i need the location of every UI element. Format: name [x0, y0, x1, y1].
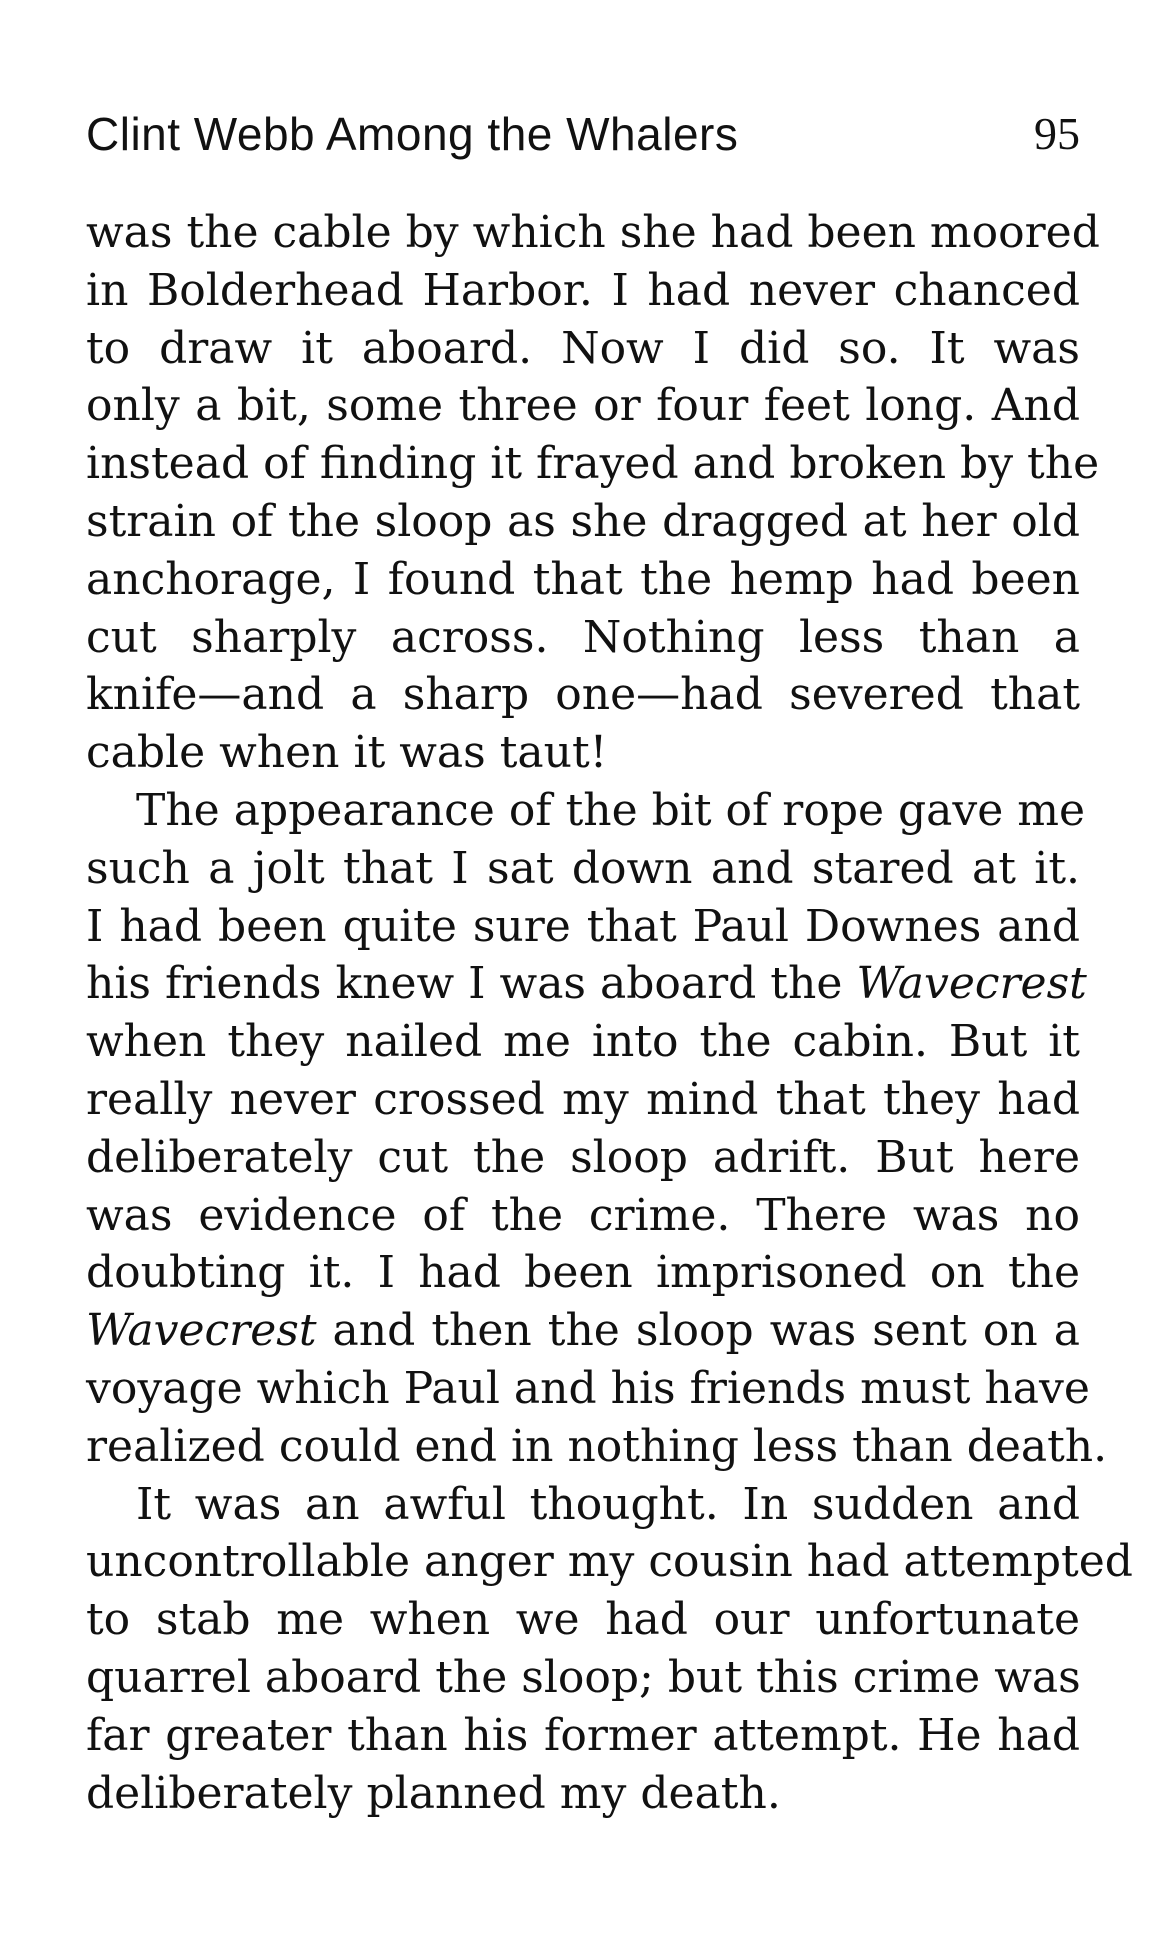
text-line: I had been quite sure that Paul Downes and: [86, 900, 1080, 952]
text-line: instead of finding it frayed and broken by the: [86, 438, 1100, 490]
text-line: uncontrollable anger my cousin had attempted: [86, 1536, 1133, 1588]
ship-name-italic: Wavecrest: [856, 958, 1087, 1010]
body-text: [86, 204, 1133, 1822]
text-line: to draw it aboard. Now I did so. It was: [86, 322, 1080, 374]
text-line: [86, 955, 1087, 1013]
text-line: realized could end in nothing less than death.: [86, 1420, 1108, 1472]
page-number: 95: [1034, 108, 1080, 159]
text-line: to stab me when we had our unfortunate: [86, 1594, 1080, 1646]
text-line: cut sharply across. Nothing less than a: [86, 611, 1080, 663]
text-line: The appearance of the bit of rope gave me: [136, 784, 1086, 836]
text-line: doubting it. I had been imprisoned on the: [86, 1247, 1080, 1299]
running-title: Clint Webb Among the Whalers: [86, 108, 739, 160]
text-line: voyage which Paul and his friends must have: [86, 1362, 1090, 1414]
text-line: such a jolt that I sat down and stared at it.: [86, 842, 1080, 894]
paragraph-3: [86, 1476, 1133, 1823]
text-line: quarrel aboard the sloop; but this crime was: [86, 1651, 1081, 1703]
text-line: strain of the sloop as she dragged at her old: [86, 495, 1080, 547]
text-segment: his friends knew I was aboard the: [86, 958, 857, 1010]
paragraph-1: [86, 204, 1100, 782]
text-line: deliberately cut the sloop adrift. But here: [86, 1131, 1080, 1183]
paragraph-2: [86, 782, 1108, 1476]
text-line: deliberately planned my death.: [86, 1767, 781, 1819]
running-head: [86, 104, 1080, 164]
text-line: knife—and a sharp one—had severed that: [86, 669, 1080, 721]
text-segment: and then the sloop was sent on a: [316, 1305, 1080, 1357]
text-line: [86, 1302, 1080, 1360]
text-line: cable when it was taut!: [86, 727, 608, 779]
text-line: really never crossed my mind that they had: [86, 1073, 1080, 1125]
ship-name-italic: Wavecrest: [86, 1305, 317, 1357]
text-line: when they nailed me into the cabin. But it: [86, 1016, 1080, 1068]
text-line: far greater than his former attempt. He had: [86, 1709, 1080, 1761]
text-line: was the cable by which she had been moored: [86, 207, 1100, 258]
text-line: It was an awful thought. In sudden and: [136, 1478, 1080, 1530]
text-line: anchorage, I found that the hemp had been: [86, 553, 1080, 605]
text-line: was evidence of the crime. There was no: [86, 1189, 1080, 1241]
text-line: only a bit, some three or four feet long. And: [86, 380, 1080, 432]
text-line: in Bolderhead Harbor. I had never chanced: [86, 264, 1080, 316]
